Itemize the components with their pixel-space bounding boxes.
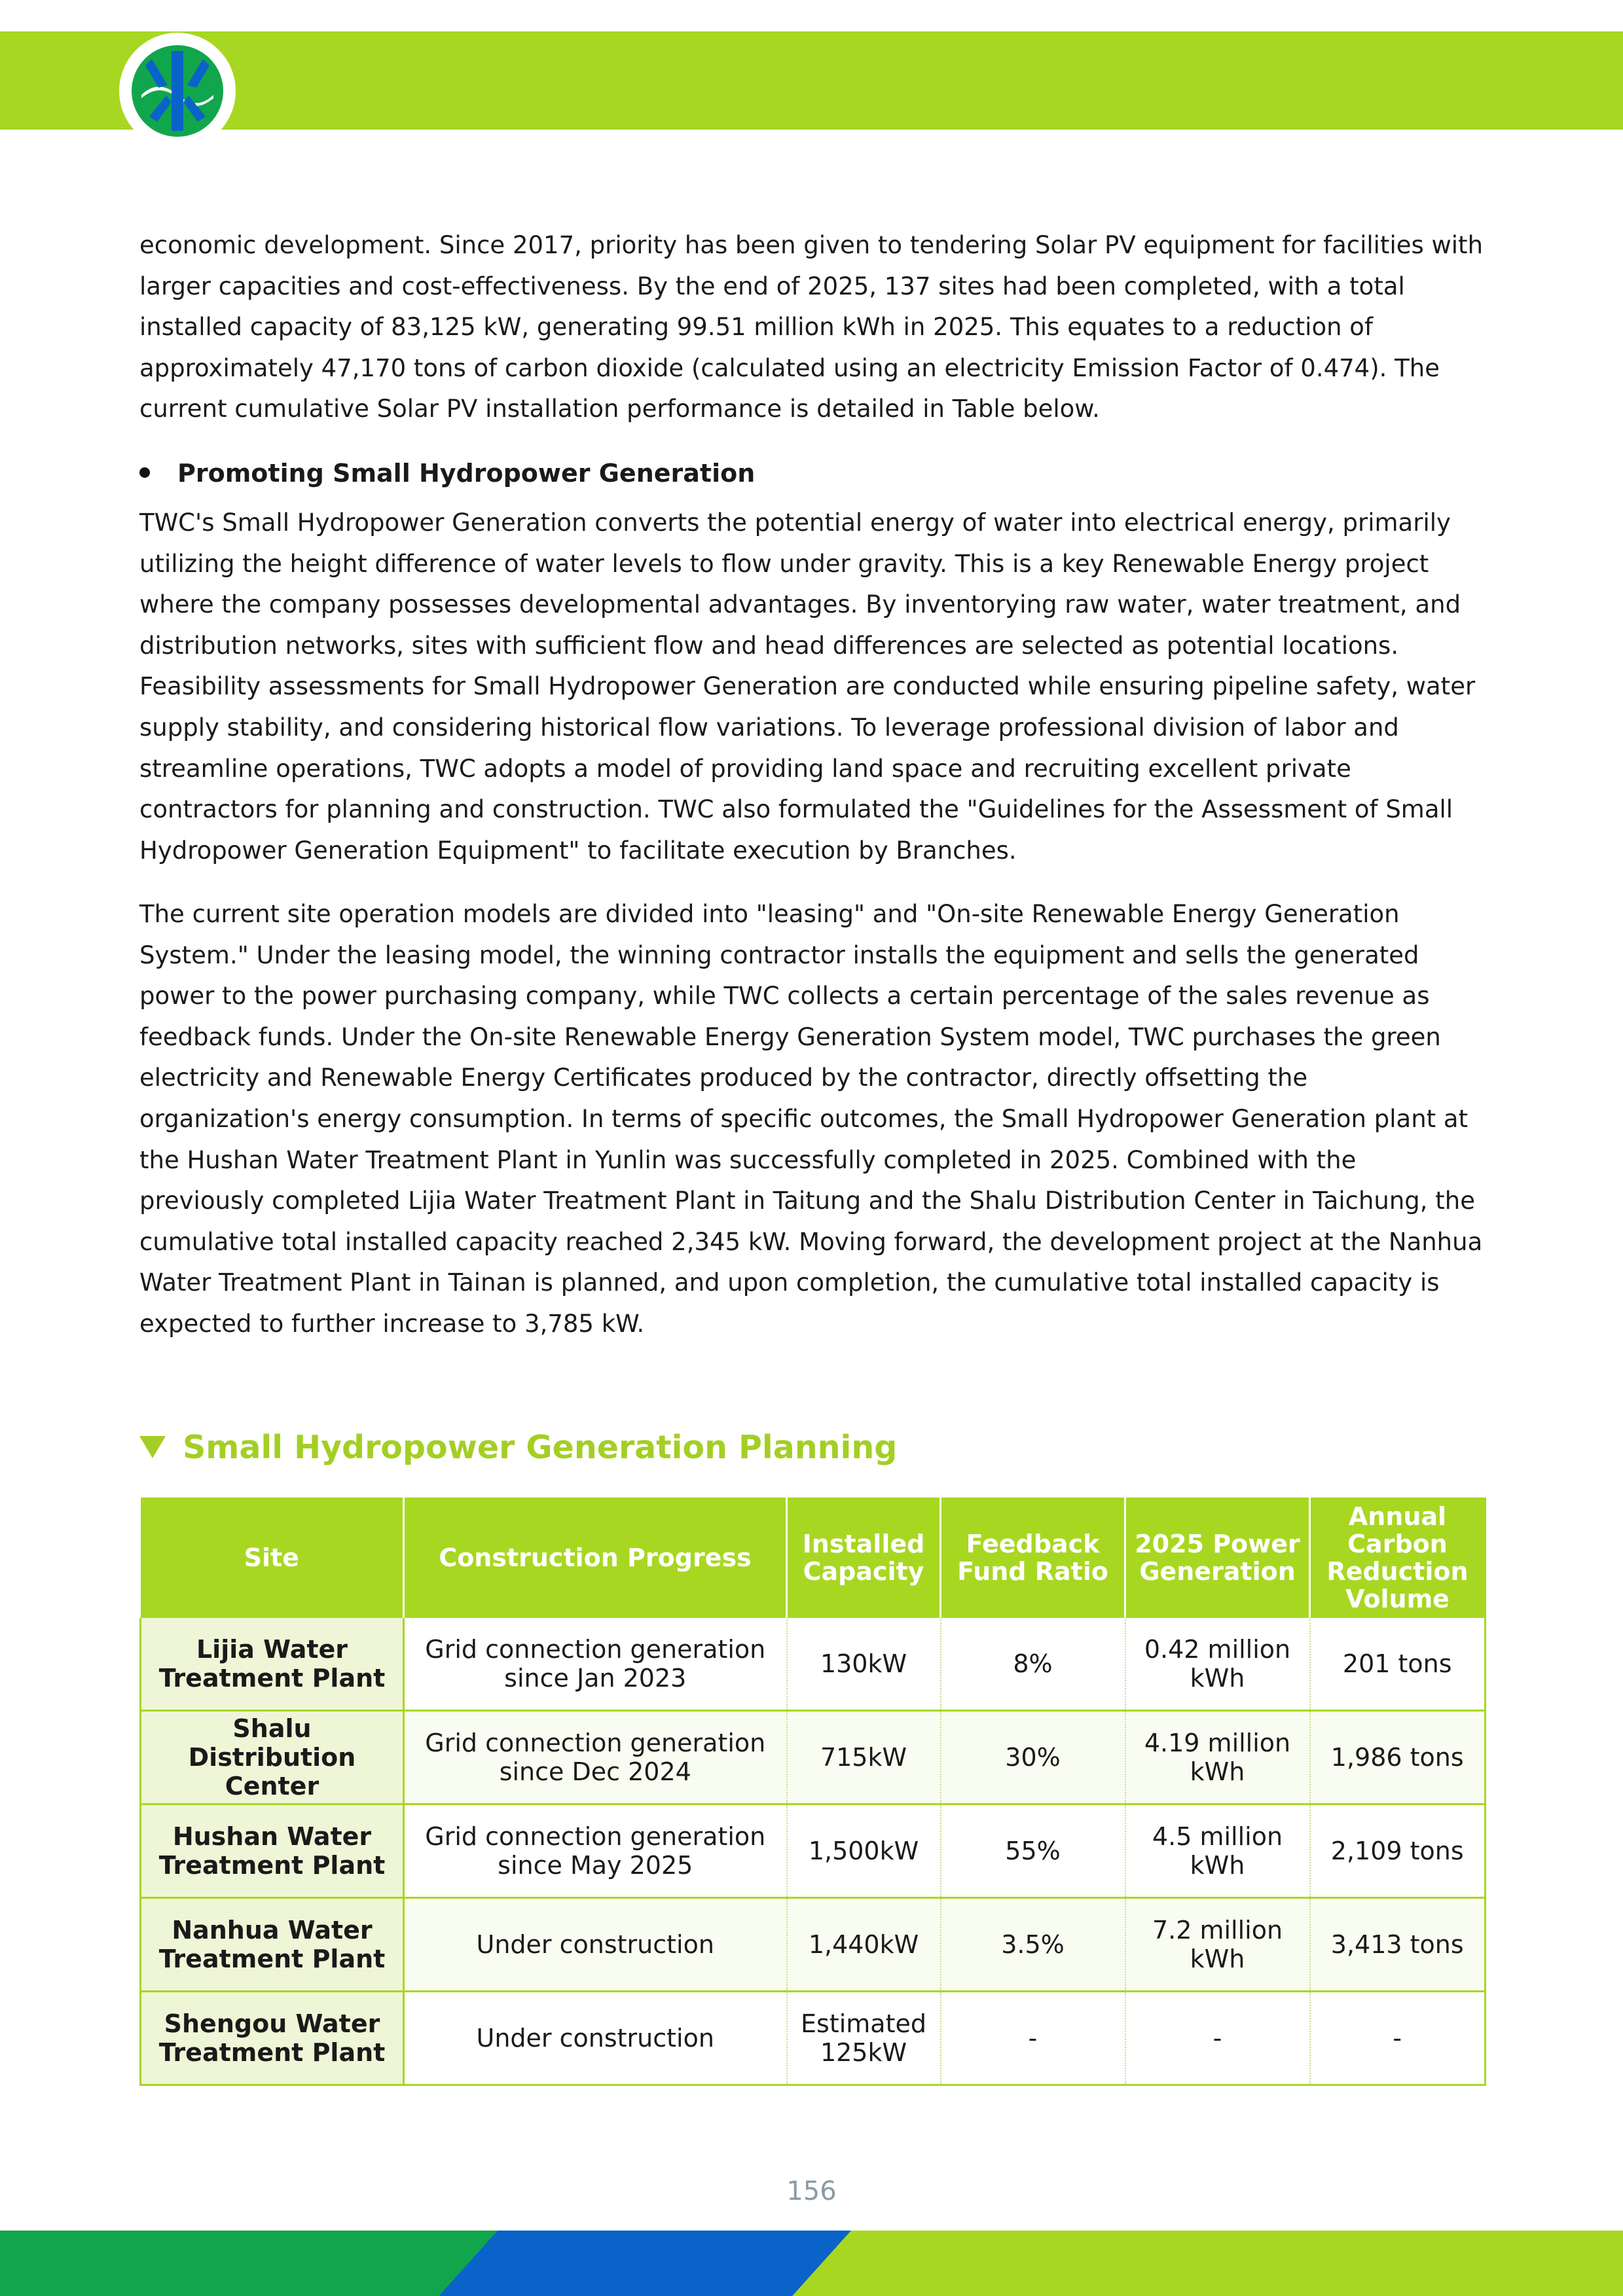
paragraph-operation-models: The current site operation models are divided into "leasing" and "On-site Renewable Energy Generation System." Under the leasing model, the winning contractor installs the equipment and sells the generated power to the power purchasing company, while TWC collects a certain percentage of the sales revenue as feedback funds. Under the On-site Renewable Energy Generation System model, TWC purchases the green electricity and Renewable Energy Certificates produced by the contractor, directly offsetting the organization's energy consumption. In terms of specific outcomes, the Small Hydropower Generation plant at the Hushan Water Treatment Plant in Yunlin was successfully completed in 2025. Combined with the previously completed Lijia Water Treatment Plant in Taitung and the Shalu Distribution Center in Taichung, the cumulative total installed capacity reached 2,345 kW. Moving forward, the development project at the Nanhua Water Treatment Plant in Tainan is planned, and upon completion, the cumulative total installed capacity is expected to further increase to 3,785 kW.: [139, 900, 1483, 1338]
section-title-text: Small Hydropower Generation Planning: [183, 1429, 898, 1466]
cell-fund-ratio: 30%: [941, 1711, 1125, 1804]
table-row: [141, 1711, 1486, 1804]
cell-carbon: -: [1310, 1992, 1486, 2085]
cell-progress: Under construction: [404, 1992, 787, 2085]
cell-progress: Under construction: [404, 1898, 787, 1992]
header-installed-capacity: Installed Capacity: [787, 1498, 941, 1618]
cell-progress: Grid connection generation since May 2025: [404, 1804, 787, 1898]
cell-capacity: 130kW: [787, 1618, 941, 1711]
bullet-dot-icon: [139, 467, 150, 478]
table-row: [141, 1992, 1486, 2085]
cell-site: Lijia Water Treatment Plant: [141, 1618, 404, 1711]
hydropower-table: [139, 1498, 1486, 2086]
footer-band: [0, 2231, 1623, 2296]
table-row: [141, 1618, 1486, 1711]
cell-capacity: 715kW: [787, 1711, 941, 1804]
cell-site: Shalu Distribution Center: [141, 1711, 404, 1804]
header-band: [0, 31, 1623, 130]
header-power-generation: 2025 Power Generation: [1125, 1498, 1310, 1618]
cell-generation: 7.2 million kWh: [1125, 1898, 1310, 1992]
cell-progress: Grid connection generation since Dec 2024: [404, 1711, 787, 1804]
cell-capacity: 1,500kW: [787, 1804, 941, 1898]
page-number: 156: [786, 2176, 837, 2206]
bullet-heading: [139, 455, 755, 492]
cell-fund-ratio: 3.5%: [941, 1898, 1125, 1992]
bullet-heading-text: Promoting Small Hydropower Generation: [177, 459, 756, 488]
triangle-down-icon: [139, 1436, 166, 1458]
paragraph-hydropower-intro: TWC's Small Hydropower Generation converts the potential energy of water into electrical energy, primarily utilizing the height difference of water levels to flow under gravity. This is a key Renewable Energy project where the company possesses developmental advantages. By inventorying raw water, water treatment, and distribution networks, sites with sufficient flow and head differences are selected as potential locations. Feasibility assessments for Small Hydropower Generation are conducted while ensuring pipeline safety, water supply stability, and considering historical flow variations. To leverage professional division of labor and streamline operations, TWC adopts a model of providing land space and recruiting excellent private contractors for planning and construction. TWC also formulated the "Guidelines for the Assessment of Small Hydropower Generation Equipment" to facilitate execution by Branches.: [139, 509, 1476, 865]
table-row: [141, 1898, 1486, 1992]
cell-site: Shengou Water Treatment Plant: [141, 1992, 404, 2085]
table-row: [141, 1804, 1486, 1898]
cell-generation: 4.19 million kWh: [1125, 1711, 1310, 1804]
cell-capacity: Estimated 125kW: [787, 1992, 941, 2085]
cell-generation: 0.42 million kWh: [1125, 1618, 1310, 1711]
cell-fund-ratio: -: [941, 1992, 1125, 2085]
section-title: [139, 1427, 897, 1469]
cell-carbon: 201 tons: [1310, 1618, 1486, 1711]
cell-carbon: 3,413 tons: [1310, 1898, 1486, 1992]
cell-fund-ratio: 55%: [941, 1804, 1125, 1898]
cell-carbon: 1,986 tons: [1310, 1711, 1486, 1804]
cell-progress: Grid connection generation since Jan 2023: [404, 1618, 787, 1711]
cell-generation: 4.5 million kWh: [1125, 1804, 1310, 1898]
header-feedback-fund-ratio: Feedback Fund Ratio: [941, 1498, 1125, 1618]
intro-paragraph: economic development. Since 2017, priority has been given to tendering Solar PV equipment for facilities with larger capacities and cost-effectiveness. By the end of 2025, 137 sites had been completed, with a total installed capacity of 83,125 kW, generating 99.51 million kWh in 2025. This equates to a reduction of approximately 47,170 tons of carbon dioxide (calculated using an electricity Emission Factor of 0.474). The current cumulative Solar PV installation performance is detailed in Table below.: [139, 231, 1484, 423]
table-header-row: [141, 1498, 1486, 1618]
header-construction-progress: Construction Progress: [404, 1498, 787, 1618]
header-carbon-reduction: Annual Carbon Reduction Volume: [1310, 1498, 1486, 1618]
cell-generation: -: [1125, 1992, 1310, 2085]
header-site: Site: [141, 1498, 404, 1618]
cell-carbon: 2,109 tons: [1310, 1804, 1486, 1898]
twc-water-logo-icon: [119, 33, 236, 149]
cell-fund-ratio: 8%: [941, 1618, 1125, 1711]
cell-site: Hushan Water Treatment Plant: [141, 1804, 404, 1898]
cell-site: Nanhua Water Treatment Plant: [141, 1898, 404, 1992]
cell-capacity: 1,440kW: [787, 1898, 941, 1992]
